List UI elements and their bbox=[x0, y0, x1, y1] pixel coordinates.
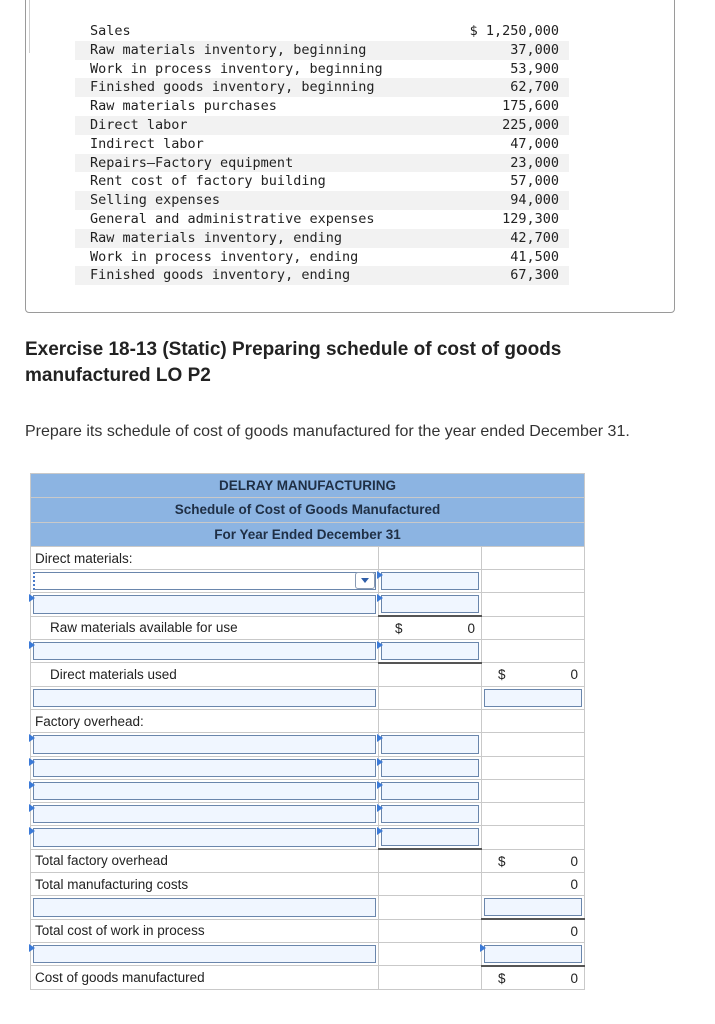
input-marker-icon bbox=[377, 781, 383, 789]
input-marker-icon bbox=[29, 781, 35, 789]
currency-symbol: $ bbox=[498, 970, 506, 986]
factory-overhead-label: Factory overhead: bbox=[35, 713, 144, 729]
data-row-label: Work in process inventory, ending bbox=[90, 248, 359, 265]
input-marker-icon bbox=[377, 827, 383, 835]
data-row-value: 37,000 bbox=[462, 41, 569, 60]
data-row-value: 53,900 bbox=[510, 60, 559, 77]
data-row bbox=[75, 248, 569, 267]
dl-amount-cell[interactable] bbox=[482, 686, 585, 709]
data-row-value: 42,700 bbox=[462, 229, 569, 248]
total-overhead-label: Total factory overhead bbox=[35, 853, 168, 869]
currency-symbol: $ bbox=[395, 621, 403, 637]
data-row bbox=[75, 229, 569, 248]
empty-cell bbox=[482, 570, 585, 593]
empty-cell bbox=[482, 756, 585, 779]
data-row-value: 175,600 bbox=[502, 98, 559, 115]
total-mfg-value: 0 bbox=[570, 877, 578, 893]
empty-cell bbox=[482, 803, 585, 826]
data-row-value: 62,700 bbox=[462, 78, 569, 97]
fo-amount-cell[interactable] bbox=[379, 803, 482, 826]
dm-amount-input[interactable] bbox=[381, 595, 479, 613]
total-overhead-value-cell bbox=[482, 849, 585, 872]
fo-amount-input[interactable] bbox=[381, 759, 479, 777]
data-row-label: Repairs—Factory equipment bbox=[75, 154, 462, 173]
data-row-value: 47,000 bbox=[510, 135, 559, 152]
total-wip-value: 0 bbox=[570, 924, 578, 940]
header-row bbox=[31, 522, 585, 546]
rm-ending-cell[interactable] bbox=[31, 640, 379, 663]
table-row bbox=[31, 942, 585, 965]
data-row bbox=[75, 78, 569, 97]
data-row-value: 23,000 bbox=[462, 154, 569, 173]
data-row-label: Selling expenses bbox=[75, 191, 462, 210]
fo-account-cell[interactable] bbox=[31, 779, 379, 802]
data-row bbox=[75, 116, 569, 135]
table-row bbox=[31, 756, 585, 779]
rm-available-label: Raw materials available for use bbox=[50, 620, 238, 636]
table-row bbox=[31, 873, 585, 896]
given-data-table bbox=[75, 22, 569, 285]
direct-materials-label-cell bbox=[31, 546, 379, 569]
data-row-value: $ 1,250,000 bbox=[469, 23, 559, 39]
empty-cell bbox=[379, 919, 482, 942]
table-row bbox=[31, 896, 585, 919]
empty-cell bbox=[482, 616, 585, 639]
input-marker-icon bbox=[29, 758, 35, 766]
fo-amount-input[interactable] bbox=[381, 805, 479, 823]
total-mfg-label-cell bbox=[31, 873, 379, 896]
empty-cell bbox=[482, 779, 585, 802]
input-marker-icon bbox=[377, 594, 383, 602]
wip-ending-amount-input[interactable] bbox=[484, 945, 582, 963]
empty-cell bbox=[379, 896, 482, 919]
chevron-down-icon[interactable] bbox=[355, 572, 375, 589]
empty-cell bbox=[379, 546, 482, 569]
data-row-label: Sales bbox=[90, 23, 131, 39]
dl-account-input[interactable] bbox=[33, 689, 376, 707]
empty-cell bbox=[379, 966, 482, 989]
empty-cell bbox=[482, 546, 585, 569]
data-row-label: General and administrative expenses bbox=[90, 210, 375, 227]
data-row bbox=[75, 41, 569, 60]
data-row bbox=[75, 60, 569, 79]
table-row bbox=[31, 546, 585, 569]
wip-amount-input[interactable] bbox=[484, 898, 582, 916]
empty-cell bbox=[379, 873, 482, 896]
data-row-label: Finished goods inventory, ending bbox=[75, 266, 462, 285]
input-marker-icon bbox=[29, 827, 35, 835]
fo-account-input[interactable] bbox=[33, 759, 376, 777]
dm-amount-cell[interactable] bbox=[379, 593, 482, 616]
total-overhead-value: 0 bbox=[570, 853, 578, 869]
instructions: Prepare its schedule of cost of goods manufactured for the year ended December 31. bbox=[25, 423, 630, 440]
input-marker-icon bbox=[29, 734, 35, 742]
cogm-label-cell bbox=[31, 966, 379, 989]
table-row bbox=[31, 616, 585, 639]
wip-amount-cell[interactable] bbox=[482, 896, 585, 919]
wip-account-input[interactable] bbox=[33, 898, 376, 916]
data-row-label: Work in process inventory, beginning bbox=[90, 60, 383, 77]
data-row bbox=[75, 191, 569, 210]
total-overhead-label-cell bbox=[31, 849, 379, 872]
rm-ending-amount-cell[interactable] bbox=[379, 640, 482, 663]
empty-cell bbox=[379, 849, 482, 872]
input-marker-icon bbox=[29, 944, 35, 952]
fo-amount-cell[interactable] bbox=[379, 733, 482, 756]
data-row-value: 67,300 bbox=[462, 266, 569, 285]
data-row-value: 225,000 bbox=[462, 116, 569, 135]
dm-used-label-cell bbox=[31, 663, 379, 686]
dm-account-select-cell[interactable] bbox=[31, 570, 379, 593]
empty-cell bbox=[379, 663, 482, 686]
cogm-value-cell bbox=[482, 966, 585, 989]
table-row bbox=[31, 779, 585, 802]
empty-cell bbox=[379, 942, 482, 965]
total-wip-label: Total cost of work in process bbox=[35, 923, 205, 939]
data-row bbox=[75, 210, 569, 229]
fo-amount-cell[interactable] bbox=[379, 826, 482, 849]
fo-account-input[interactable] bbox=[33, 805, 376, 823]
dm-account-select[interactable] bbox=[33, 572, 376, 590]
dl-amount-input[interactable] bbox=[484, 689, 582, 707]
table-row bbox=[31, 966, 585, 989]
total-wip-label-cell bbox=[31, 919, 379, 942]
fo-account-cell[interactable] bbox=[31, 756, 379, 779]
fo-account-cell[interactable] bbox=[31, 803, 379, 826]
table-row bbox=[31, 686, 585, 709]
fo-account-input[interactable] bbox=[33, 828, 376, 846]
direct-materials-label: Direct materials: bbox=[35, 550, 133, 566]
dm-amount-input[interactable] bbox=[381, 572, 479, 590]
cogm-label: Cost of goods manufactured bbox=[35, 969, 205, 985]
empty-cell bbox=[379, 709, 482, 732]
wip-account-cell[interactable] bbox=[31, 896, 379, 919]
data-row bbox=[75, 266, 569, 285]
rm-available-value: 0 bbox=[467, 621, 475, 637]
wip-ending-account-cell[interactable] bbox=[31, 942, 379, 965]
data-row bbox=[75, 154, 569, 173]
data-row-value: 129,300 bbox=[502, 210, 559, 227]
total-mfg-label: Total manufacturing costs bbox=[35, 876, 189, 892]
total-wip-value-cell bbox=[482, 919, 585, 942]
header-row bbox=[31, 498, 585, 522]
exercise-title: Exercise 18-13 (Static) Preparing schedule of cost of goods manufactured LO P2 bbox=[25, 339, 562, 386]
data-row-value: 57,000 bbox=[510, 173, 559, 190]
factory-overhead-label-cell bbox=[31, 709, 379, 732]
rm-available-value-cell bbox=[379, 616, 482, 639]
table-row bbox=[31, 803, 585, 826]
data-row-label: Rent cost of factory building bbox=[90, 173, 326, 190]
table-row bbox=[31, 826, 585, 849]
card-edge bbox=[26, 0, 30, 53]
schedule-table bbox=[30, 473, 585, 990]
empty-cell bbox=[482, 640, 585, 663]
input-marker-icon bbox=[377, 571, 383, 579]
empty-cell bbox=[482, 593, 585, 616]
table-row bbox=[31, 640, 585, 663]
data-row-label: Raw materials inventory, beginning bbox=[75, 41, 462, 60]
table-row bbox=[31, 709, 585, 732]
schedule-title: Schedule of Cost of Goods Manufactured bbox=[31, 498, 585, 522]
fo-amount-input[interactable] bbox=[381, 828, 479, 846]
table-row bbox=[31, 570, 585, 593]
empty-cell bbox=[482, 826, 585, 849]
fo-amount-input[interactable] bbox=[381, 735, 479, 753]
cogm-value: 0 bbox=[570, 970, 578, 986]
table-row bbox=[31, 849, 585, 872]
input-marker-icon bbox=[29, 804, 35, 812]
dl-account-cell[interactable] bbox=[31, 686, 379, 709]
currency-symbol: $ bbox=[498, 667, 506, 683]
fo-account-input[interactable] bbox=[33, 735, 376, 753]
wip-ending-amount-cell[interactable] bbox=[482, 942, 585, 965]
fo-amount-cell[interactable] bbox=[379, 779, 482, 802]
table-row bbox=[31, 593, 585, 616]
input-marker-icon bbox=[377, 641, 383, 649]
schedule-period: For Year Ended December 31 bbox=[31, 522, 585, 546]
fo-amount-input[interactable] bbox=[381, 782, 479, 800]
rm-ending-amount-input[interactable] bbox=[381, 642, 479, 660]
empty-cell bbox=[379, 686, 482, 709]
data-row bbox=[75, 135, 569, 154]
data-row bbox=[75, 172, 569, 191]
currency-symbol: $ bbox=[498, 853, 506, 869]
dm-account-cell[interactable] bbox=[31, 593, 379, 616]
dm-used-value-cell bbox=[482, 663, 585, 686]
table-row bbox=[31, 733, 585, 756]
company-name: DELRAY MANUFACTURING bbox=[31, 474, 585, 498]
empty-cell bbox=[482, 733, 585, 756]
table-row bbox=[31, 663, 585, 686]
input-marker-icon bbox=[377, 758, 383, 766]
fo-amount-cell[interactable] bbox=[379, 756, 482, 779]
empty-cell bbox=[482, 709, 585, 732]
fo-account-cell[interactable] bbox=[31, 733, 379, 756]
total-mfg-value-cell bbox=[482, 873, 585, 896]
input-marker-icon bbox=[377, 734, 383, 742]
wip-ending-account-input[interactable] bbox=[33, 945, 376, 963]
input-marker-icon bbox=[29, 594, 35, 602]
data-row bbox=[75, 97, 569, 116]
rm-available-label-cell bbox=[31, 616, 379, 639]
input-marker-icon bbox=[377, 804, 383, 812]
data-row-label: Direct labor bbox=[75, 116, 462, 135]
data-row-value: 94,000 bbox=[462, 191, 569, 210]
fo-account-input[interactable] bbox=[33, 782, 376, 800]
dm-used-value: 0 bbox=[570, 667, 578, 683]
dm-amount-cell[interactable] bbox=[379, 570, 482, 593]
data-row-label: Raw materials purchases bbox=[90, 98, 277, 115]
input-marker-icon bbox=[480, 944, 486, 952]
dm-used-label: Direct materials used bbox=[50, 667, 177, 683]
rm-ending-input[interactable] bbox=[33, 642, 376, 660]
table-row bbox=[31, 919, 585, 942]
data-row-value: 41,500 bbox=[510, 248, 559, 265]
input-marker-icon bbox=[29, 641, 35, 649]
header-row bbox=[31, 474, 585, 498]
dm-account-input[interactable] bbox=[33, 595, 376, 613]
data-row bbox=[75, 22, 569, 41]
data-row-label: Raw materials inventory, ending bbox=[75, 229, 462, 248]
data-row-label: Indirect labor bbox=[90, 135, 204, 152]
fo-account-cell[interactable] bbox=[31, 826, 379, 849]
data-row-label: Finished goods inventory, beginning bbox=[75, 78, 462, 97]
